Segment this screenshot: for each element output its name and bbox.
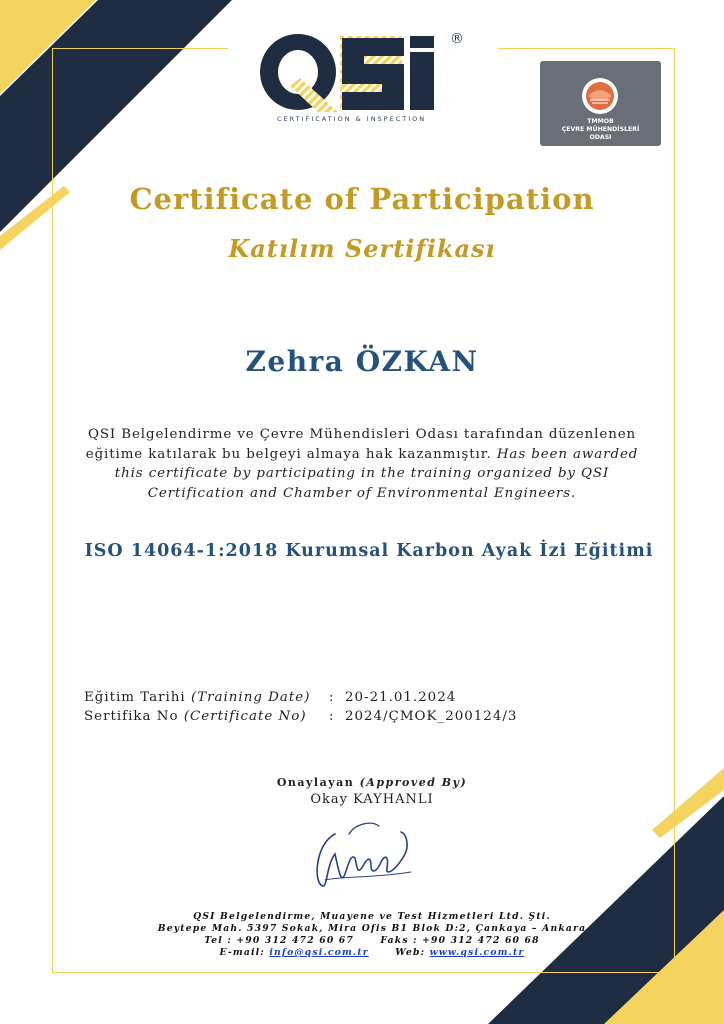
partner-seal-icon: [580, 76, 620, 116]
certificate-description: [70, 425, 654, 503]
footer-company: QSI Belgelendirme, Muayene ve Test Hizmetleri Ltd. Şti.: [193, 911, 551, 922]
certificate-title-tr: Katılım Sertifikası: [228, 234, 496, 263]
training-date-separator: :: [329, 690, 335, 705]
training-date-value: 20-21.01.2024: [345, 690, 457, 705]
email-link[interactable]: info@qsi.com.tr: [269, 947, 369, 958]
qsi-logo: [258, 30, 448, 112]
description-en: Has been awarded this certificate by participating in the training organized by QSI Certification and Chamber of Environmental Engineers.: [114, 446, 639, 501]
certificate-no-label: Sertifika No (Certificate No): [84, 709, 307, 724]
signature: [305, 814, 420, 896]
partner-line-2: ÇEVRE MÜHENDİSLERİ: [561, 126, 640, 133]
training-name: ISO 14064-1:2018 Kurumsal Karbon Ayak İzi Eğitimi: [84, 541, 654, 561]
certificate-no-row: [84, 709, 517, 724]
training-date-label: Eğitim Tarihi (Training Date): [84, 690, 311, 705]
certificate-title-en: Certificate of Participation: [129, 182, 595, 216]
partner-line-1: TMMOB: [587, 118, 614, 125]
partner-logo-text: [540, 118, 661, 142]
partner-line-3: ODASI: [589, 134, 612, 141]
approver-name: Okay KAYHANLI: [310, 792, 434, 807]
certificate-no-value: 2024/ÇMOK_200124/3: [345, 709, 518, 724]
approved-by-label: Onaylayan (Approved By): [276, 776, 468, 789]
footer-address: Beytepe Mah. 5397 Sokak, Mira Ofis B1 Blok D:2, Çankaya – Ankara: [157, 923, 587, 934]
registered-mark: ®: [450, 31, 464, 47]
logo-subtitle: CERTIFICATION & INSPECTION: [277, 115, 427, 123]
certificate-no-separator: :: [329, 709, 335, 724]
footer-phone-fax: Tel : +90 312 472 60 67 Faks : +90 312 472 60 68: [204, 935, 540, 946]
website-link[interactable]: www.qsi.com.tr: [429, 947, 525, 958]
footer-contact: E-mail: info@qsi.com.tr Web: www.qsi.com.tr: [219, 947, 525, 958]
description-tr: QSI Belgelendirme ve Çevre Mühendisleri Odası tarafından düzenlenen eğitime katılarak bu belgeyi almaya hak kazanmıştır.: [85, 427, 637, 462]
training-date-row: [84, 690, 456, 705]
recipient-name: Zehra ÖZKAN: [245, 345, 479, 378]
